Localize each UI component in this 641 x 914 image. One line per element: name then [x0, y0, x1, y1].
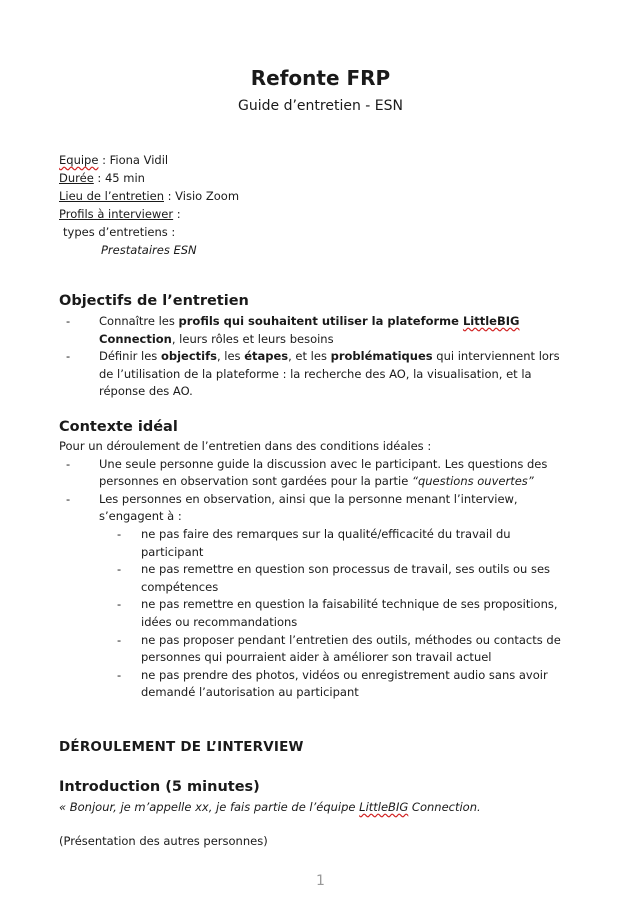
document-title: Refonte FRP [250, 66, 391, 90]
meta-info [59, 151, 239, 259]
contexte-heading: Contexte idéal [59, 419, 178, 435]
presentation-text: (Présentation des autres personnes) [59, 834, 268, 848]
meta-types-value: Prestataires ESN [101, 243, 197, 257]
deroulement-heading: DÉROULEMENT DE L’INTERVIEW [59, 739, 304, 755]
meta-duree: Durée : 45 min [59, 171, 145, 185]
sub-list-item: - ne pas prendre des photos, vidéos ou enregistrement audio sans avoir demandé l’autorisation au participant [117, 667, 548, 700]
sub-list-item: - ne pas remettre en question la faisabilité technique de ses propositions, idées ou recommandations [117, 597, 558, 629]
objectifs-heading: Objectifs de l’entretien [59, 293, 249, 309]
sub-list-item: - ne pas proposer pendant l’entretien des outils, méthodes ou contacts de personnes qui pourraient aider à améliorer son travail actuel [117, 632, 561, 665]
list-item: - Connaître les profils qui souhaitent utiliser la plateforme LittleBIG Connection, leurs rôles et leurs besoins [66, 314, 520, 346]
meta-equipe: Equipe : Fiona Vidil [59, 153, 169, 167]
contexte-list [59, 438, 569, 702]
contexte-intro: Pour un déroulement de l’entretien dans des conditions idéales : [59, 439, 432, 453]
introduction-heading: Introduction (5 minutes) [59, 779, 260, 795]
list-item: - Une seule personne guide la discussion avec le participant. Les questions des personnes en observation sont gardées pour la partie “questions ouvertes” [66, 456, 548, 489]
sub-list-item: - ne pas faire des remarques sur la qualité/efficacité du travail du participant [117, 526, 511, 559]
intro-quote: « Bonjour, je m’appelle xx, je fais partie de l’équipe LittleBIG Connection. [59, 800, 481, 814]
objectifs-list [59, 313, 569, 401]
list-item: - Définir les objectifs, les étapes, et les problématiques qui interviennent lors de l’utilisation de la plateforme : la recherche des AO, la visualisation, et la réponse des AO. [66, 349, 560, 399]
sub-list-item: - ne pas remettre en question son processus de travail, ses outils ou ses compétences [117, 562, 551, 594]
meta-profils: Profils à interviewer : [59, 207, 181, 221]
meta-lieu: Lieu de l’entretien : Visio Zoom [59, 189, 240, 203]
page-number: 1 [316, 873, 325, 889]
document-subtitle: Guide d’entretien - ESN [238, 98, 403, 114]
introduction-text [59, 799, 569, 817]
meta-types: types d’entretiens : [63, 225, 176, 239]
list-item: - Les personnes en observation, ainsi que la personne menant l’interview, s’engagent à : [66, 491, 518, 524]
